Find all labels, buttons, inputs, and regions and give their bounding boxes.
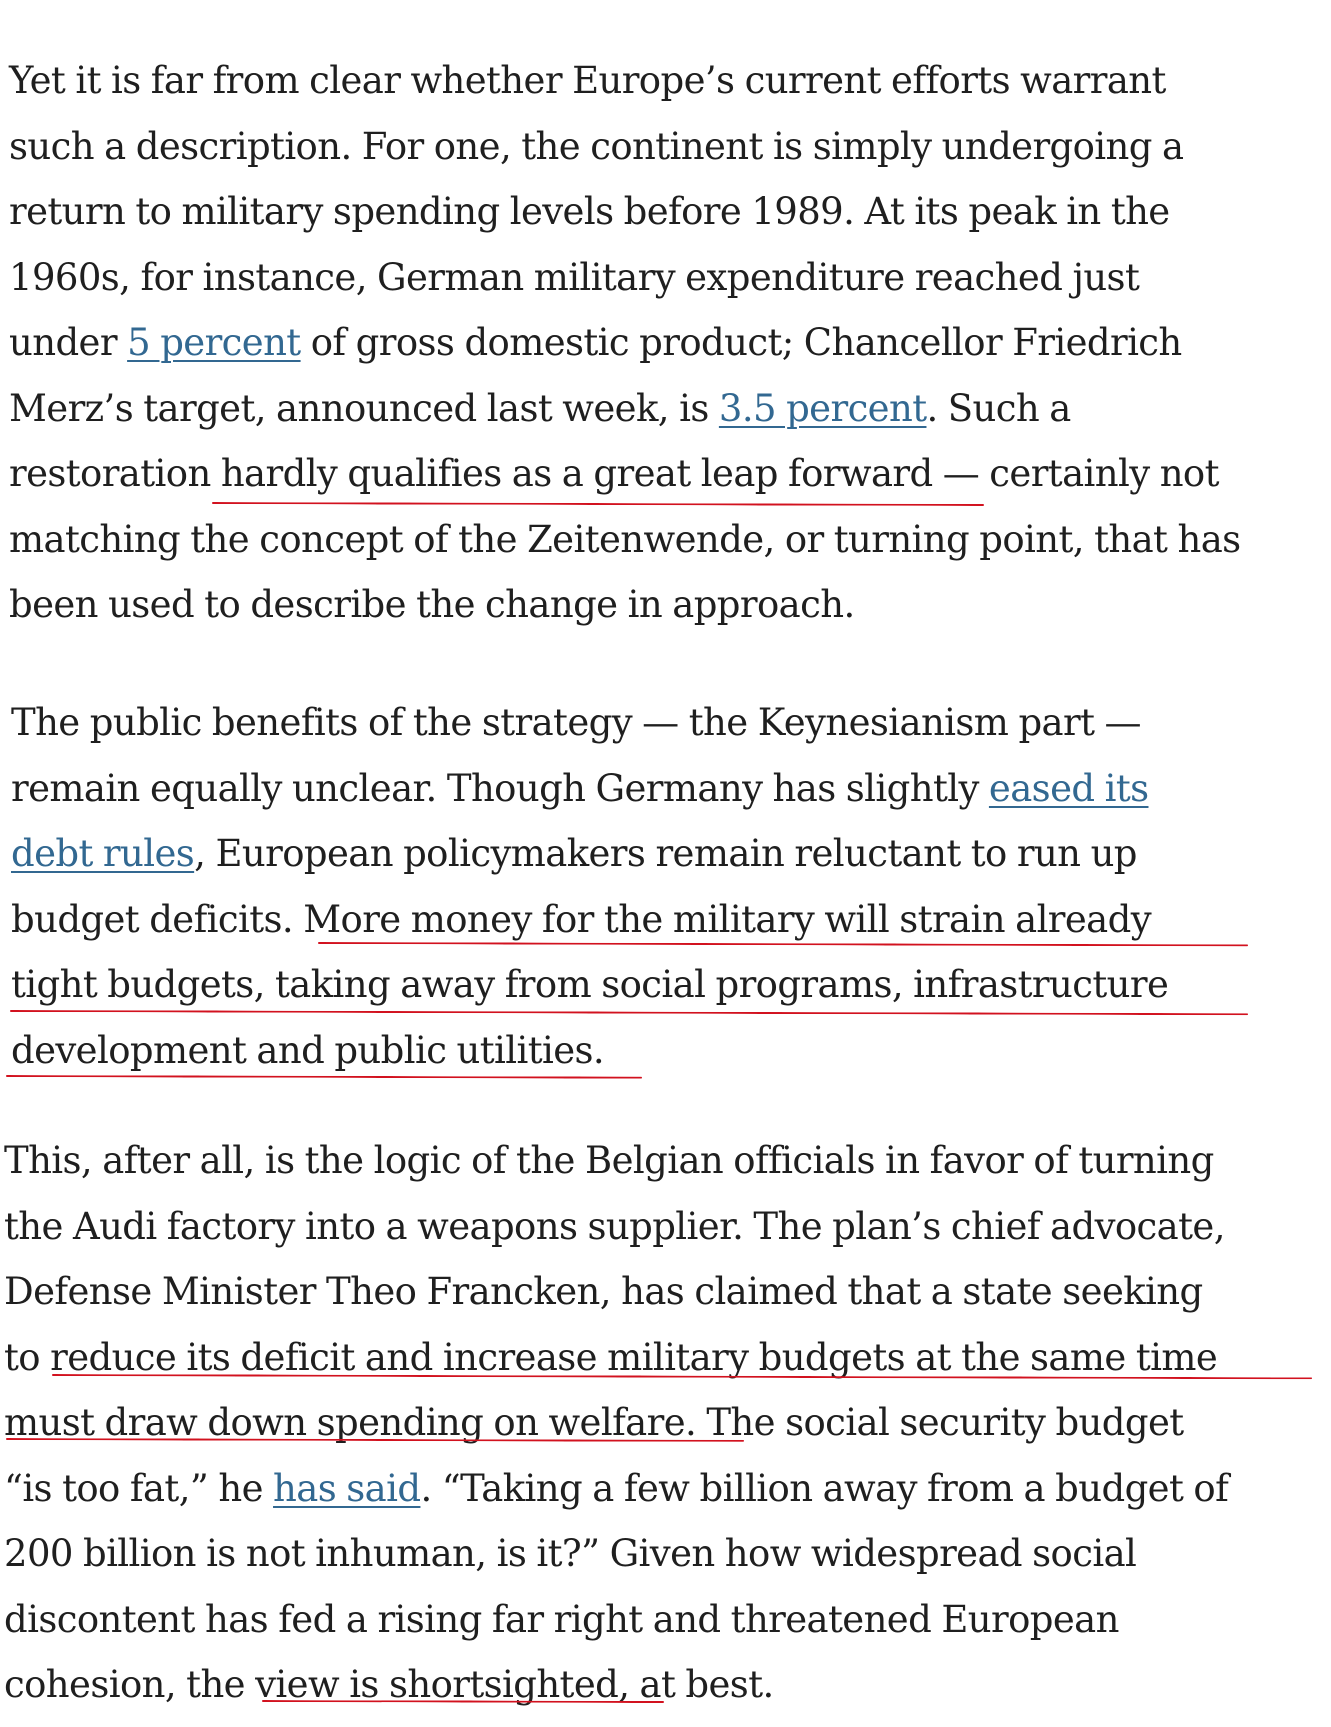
text-line: This, after all, is the logic of the Belgian officials in favor of turning <box>4 1139 1214 1182</box>
text-line <box>4 1456 1228 1522</box>
text-line <box>11 821 1168 887</box>
text-line <box>9 310 1241 376</box>
link-eased-debt-rules-cont[interactable]: debt rules <box>11 832 195 875</box>
text-line: cohesion, the view is shortsighted, at best. <box>4 1663 774 1706</box>
text-line: The public benefits of the strategy — the Keynesianism part — <box>11 701 1141 744</box>
text-run: . “Taking a few billion away from a budget of <box>420 1466 1229 1510</box>
text-line: to reduce its deficit and increase military budgets at the same time <box>4 1335 1218 1379</box>
text-line: been used to describe the change in approach. <box>9 583 855 626</box>
text-run: under <box>9 321 128 364</box>
link-has-said[interactable]: has said <box>273 1466 421 1510</box>
text-run: , European policymakers remain reluctant to run up <box>194 832 1137 875</box>
text-line: 200 billion is not inhuman, is it?” Given how widespread social <box>4 1532 1137 1575</box>
text-line: restoration hardly qualifies as a great leap forward — certainly not <box>9 452 1219 495</box>
text-line: the Audi factory into a weapons supplier. The plan’s chief advocate, <box>4 1204 1225 1248</box>
text-line: budget deficits. More money for the military will strain already <box>11 897 1152 941</box>
text-line: must draw down spending on welfare. The social security budget <box>4 1401 1184 1444</box>
text-run: of gross domestic product; Chancellor Friedrich <box>300 321 1182 364</box>
text-line: 1960s, for instance, German military expenditure reached just <box>9 255 1140 299</box>
paragraph-2 <box>11 690 1168 1083</box>
text-line: such a description. For one, the continent is simply undergoing a <box>9 124 1184 168</box>
text-line <box>9 376 1241 442</box>
text-run: remain equally unclear. Though Germany has slightly <box>11 766 989 810</box>
link-5-percent[interactable]: 5 percent <box>127 321 301 364</box>
text-line: matching the concept of the Zeitenwende, or turning point, that has <box>9 517 1241 561</box>
text-line: development and public utilities. <box>11 1028 605 1072</box>
text-line: return to military spending levels before 1989. At its peak in the <box>9 190 1170 233</box>
paragraph-1 <box>9 48 1241 638</box>
text-run: . Such a <box>926 386 1071 430</box>
text-line: Yet it is far from clear whether Europe’s current efforts warrant <box>9 59 1166 102</box>
text-line: Defense Minister Theo Francken, has claimed that a state seeking <box>4 1270 1203 1313</box>
link-3-5-percent[interactable]: 3.5 percent <box>718 386 927 430</box>
paragraph-3 <box>4 1128 1228 1718</box>
text-run: Merz’s target, announced last week, is <box>9 386 719 430</box>
text-run: “is too fat,” he <box>4 1466 274 1510</box>
link-eased-debt-rules[interactable]: eased its <box>988 766 1149 810</box>
text-line <box>11 756 1168 822</box>
text-line: discontent has fed a rising far right and threatened European <box>4 1597 1119 1641</box>
text-line: tight budgets, taking away from social programs, infrastructure <box>11 963 1169 1006</box>
